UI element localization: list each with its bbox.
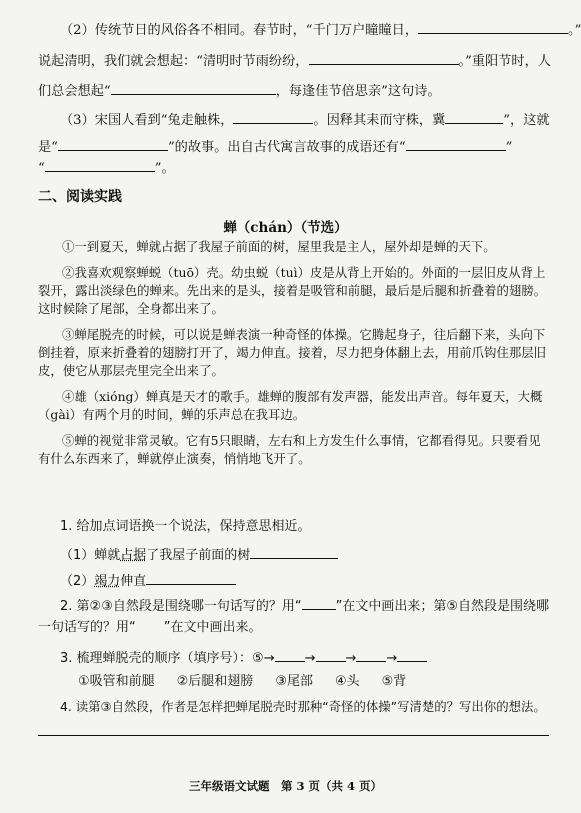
q3-text-3b: ”。: [154, 161, 175, 176]
q3-text-2c: ”: [505, 140, 513, 155]
passage-paragraph-1: ①一到夏天，蝉就占据了我屋子前面的树，屋里我是主人，屋外却是蝉的天下。: [62, 239, 496, 254]
page-footer: 三年级语文试题 第 3 页（共 4 页）: [188, 779, 383, 793]
q2-text-3a: 们总会想起“: [38, 84, 111, 99]
straight-line-mark: [302, 596, 336, 610]
question-2-cont: [38, 619, 549, 637]
q3-text-2b: ”的故事。出自古代寓言故事的成语还有“: [167, 140, 406, 155]
question-3-options: [78, 673, 549, 691]
q2-text-1: （2）传统节日的风俗各不相同。春节时，“千门万户瞳瞳日，: [60, 23, 419, 38]
answer-blank[interactable]: [111, 81, 276, 95]
q1b-suffix: 伸直: [120, 574, 147, 589]
q3-text-3a: “: [38, 161, 45, 176]
question-2: [60, 596, 549, 616]
answer-blank[interactable]: [418, 20, 568, 34]
answer-blank[interactable]: [146, 571, 236, 585]
answer-blank[interactable]: [45, 158, 155, 172]
q2-text-2: 说起清明，我们就会想起：“清明时节雨纷纷，: [38, 54, 309, 69]
answer-blank[interactable]: [406, 137, 506, 151]
q1a-dotted-word: 占据: [120, 548, 147, 563]
passage-paragraph-2: ②我喜欢观察蝉蜕（tuō）壳。幼虫蜕（tuì）皮是从背上开始的。外面的一层旧皮从背上裂开，露出淡绿色的蝉来。先出来的是头，接着是吸管和前腿，最后是后腿和折叠着的翅膀。这时候除了尾部，全身都出来了。: [38, 265, 547, 316]
fill-q3-line1: [60, 110, 549, 130]
question-3: 3. 梳理蝉脱壳的顺序（填序号）：⑤→ → → →: [60, 648, 549, 668]
q1b-prefix: （2）: [60, 574, 95, 589]
option-3: ③尾部: [275, 674, 313, 689]
fill-q3-line3: [38, 158, 549, 178]
q1a-suffix: 了我屋子前面的树: [146, 548, 251, 563]
q2-text-2-end: 。”重阳节时，人: [458, 54, 551, 69]
option-1: ①吸管和前腿: [78, 674, 155, 689]
option-2: ②后腿和翅膀: [176, 674, 254, 689]
passage: [38, 238, 549, 468]
answer-blank[interactable]: [250, 545, 338, 559]
q1b-dotted-word: 竭力: [94, 574, 121, 589]
q3-text-2a: 是“: [38, 140, 58, 155]
answer-blank[interactable]: [58, 137, 168, 151]
answer-blank[interactable]: [397, 648, 427, 662]
wavy-line-mark: [136, 619, 164, 637]
fill-q2-line2: [38, 51, 549, 71]
q2-text-3b: ，每逢佳节倍思亲”这句诗。: [275, 84, 441, 99]
passage-title: 蝉（chán）（节选）: [223, 220, 348, 236]
passage-paragraph-5: ⑤蝉的视觉非常灵敏。它有5只眼睛，左右和上方发生什么事情，它都看得见。只要看见有什么东西来了，蝉就停止演奏，悄悄地飞开了。: [38, 433, 541, 466]
passage-paragraph-4: ④雄（xióng）蝉真是天才的歌手。雄蝉的腹部有发声器，能发出声音。每年夏天，大概（gài）有两个月的时间，蝉的乐声总在我耳边。: [38, 389, 543, 422]
passage-paragraph-3: ③蝉尾脱壳的时候，可以说是蝉表演一种奇怪的体操。它腾起身子，往后翻下来，头向下倒挂着，原来折叠着的翅膀打开了，竭力伸直。接着，尽力把身体翻上去，用前爪钩住那层旧皮，使它从那层壳里完全出来了。: [38, 327, 547, 378]
q3-text-1a: （3）宋国人看到“兔走触株，: [60, 113, 234, 128]
question-1b: [60, 571, 549, 591]
q3-text-1b: 。因释其耒而守株，冀: [313, 113, 446, 128]
fill-q2-line3: [38, 81, 549, 101]
answer-blank[interactable]: [316, 648, 346, 662]
q2-text-c: 一句话写的？用“: [38, 620, 136, 635]
option-5: ⑤背: [381, 674, 407, 689]
fill-q3-line2: [38, 137, 549, 157]
option-4: ④头: [334, 674, 360, 689]
q2-text-1-end: 。”: [568, 23, 581, 38]
answer-blank[interactable]: [233, 110, 313, 124]
answer-blank[interactable]: [356, 648, 386, 662]
answer-line[interactable]: [38, 735, 549, 736]
section-heading: 二、阅读实践: [38, 189, 122, 205]
q3-text: 3. 梳理蝉脱壳的顺序（填序号）：⑤→: [60, 651, 275, 666]
question-4: 4. 读第③自然段，作者是怎样把蝉尾脱壳时那种“奇怪的体操”写清楚的？写出你的想法。: [60, 699, 546, 714]
answer-blank[interactable]: [445, 110, 503, 124]
q3-text-1c: ”，这就: [503, 113, 550, 128]
q1a-prefix: （1）蝉就: [60, 548, 121, 563]
q2-text-a: 2. 第②③自然段是围绕哪一句话写的？用“: [60, 599, 302, 614]
answer-blank[interactable]: [275, 648, 305, 662]
question-1: 1. 给加点词语换一个说法，保持意思相近。: [60, 519, 311, 534]
q2-text-b: ”在文中画出来；第⑤自然段是围绕哪: [335, 599, 549, 614]
answer-blank[interactable]: [309, 51, 459, 65]
question-1a: [60, 545, 549, 565]
fill-q2-line1: [60, 20, 581, 40]
q2-text-d: ”在文中画出来。: [163, 620, 262, 635]
